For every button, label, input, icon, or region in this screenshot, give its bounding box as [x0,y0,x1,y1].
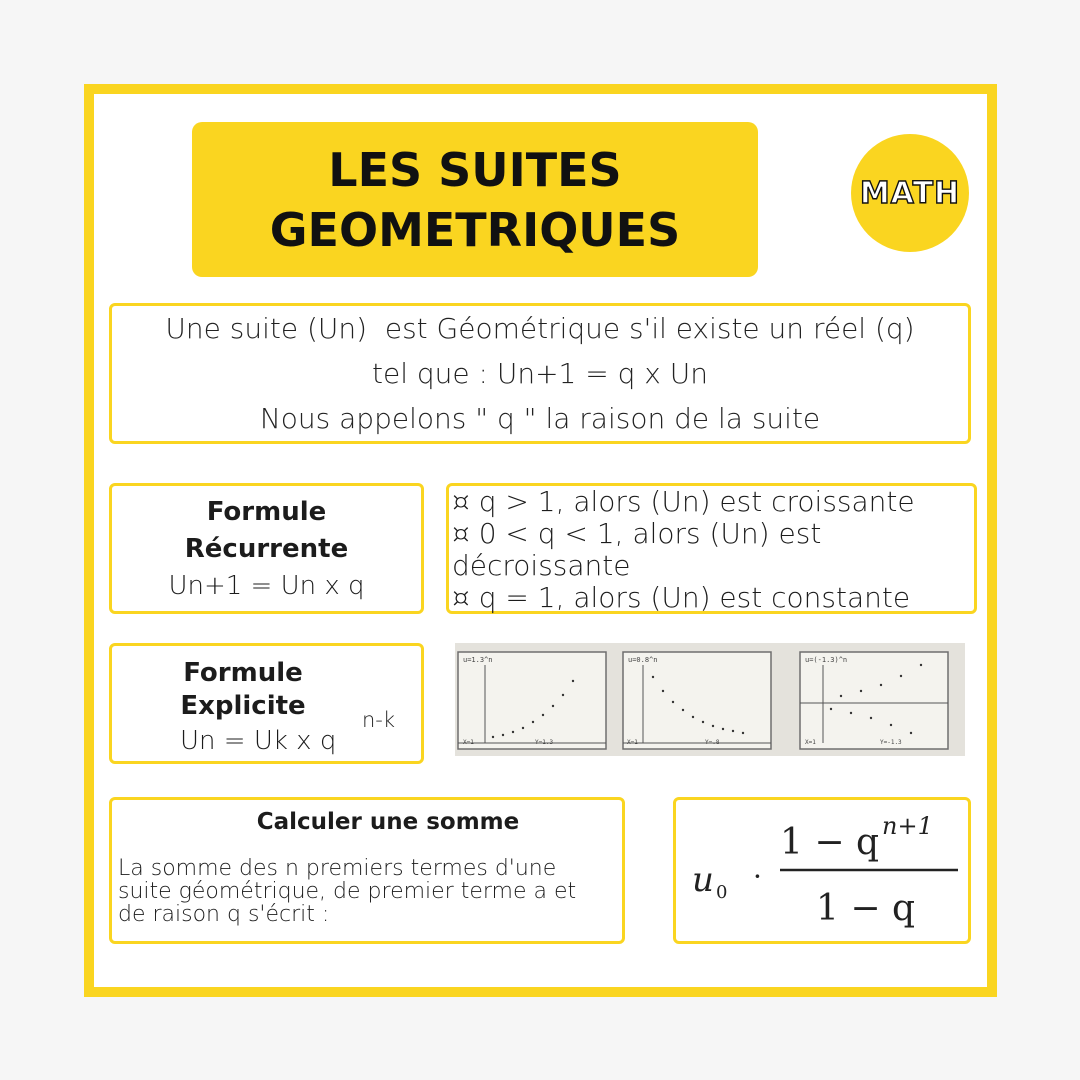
formula-prefix-subscript: 0 [716,882,728,903]
screen-1-xstart: X=1 [463,739,474,746]
recurrent-formula: Un+1 = Un x q [168,570,365,601]
recurrent-heading-2: Récurrente [184,533,349,564]
title-line-2: GEOMETRIQUES [269,202,681,257]
formula-denominator: 1 − q [816,888,915,929]
explicit-formula: Un = Uk x q [180,726,337,756]
condition-3: ¤ q = 1, alors (Un) est constante [452,581,911,614]
screen-2-caption: Y=.8 [705,739,720,746]
conditions-card [446,483,977,614]
recurrent-formula-card [109,483,424,614]
condition-2: ¤ 0 < q < 1, alors (Un) est [452,517,822,550]
recurrent-heading-1: Formule [206,496,327,527]
condition-1: ¤ q > 1, alors (Un) est croissante [452,485,915,518]
formula-numerator: 1 − q [780,822,879,863]
sum-heading: Calculer une somme [256,809,520,835]
formula-prefix: u [692,860,714,900]
explicit-heading-1: Formule [183,658,303,688]
explicit-heading-2: Explicite [180,691,306,721]
definition-card [109,303,971,444]
screen-1-caption: Y=1.3 [535,739,554,746]
condition-2-continued: décroissante [452,549,631,582]
explicit-formula-card [109,643,424,764]
sum-card [109,797,625,944]
explicit-exponent: n-k [362,708,396,732]
sum-formula [676,800,968,941]
sum-formula-card [673,797,971,944]
screen-3-xstart: X=1 [805,739,816,746]
screen-3-caption: Y=-1.3 [880,739,902,746]
sum-text [118,857,576,926]
title-banner [192,122,758,277]
formula-dot: · [753,860,762,893]
sum-text-line-3: de raison q s'écrit : [118,902,330,927]
sum-text-line-1: La somme des n premiers termes d'une [118,856,557,881]
screen-3-label: u=(-1.3)^n [805,656,848,664]
title-line-1: LES SUITES [328,142,622,197]
formula-numerator-exponent: n+1 [882,812,933,840]
definition-line-1: Une suite (Un) est Géométrique s'il existe un réel (q) [165,312,915,345]
calculator-screens-image [455,643,965,756]
screen-1-label: u=1.3^n [463,656,493,664]
math-badge: MATH [851,134,969,252]
calculator-screen-increasing [458,652,606,749]
calculator-graphs-photo [455,643,965,756]
calculator-screen-decreasing [623,652,771,749]
sum-text-line-2: suite géométrique, de premier terme a et [118,879,577,904]
definition-line-2: tel que : Un+1 = q x Un [371,357,709,390]
screen-2-xstart: X=1 [627,739,638,746]
screen-2-label: u=0.8^n [628,656,658,664]
calculator-screen-alternating [800,652,948,749]
definition-line-3: Nous appelons " q " la raison de la suite [259,402,821,435]
